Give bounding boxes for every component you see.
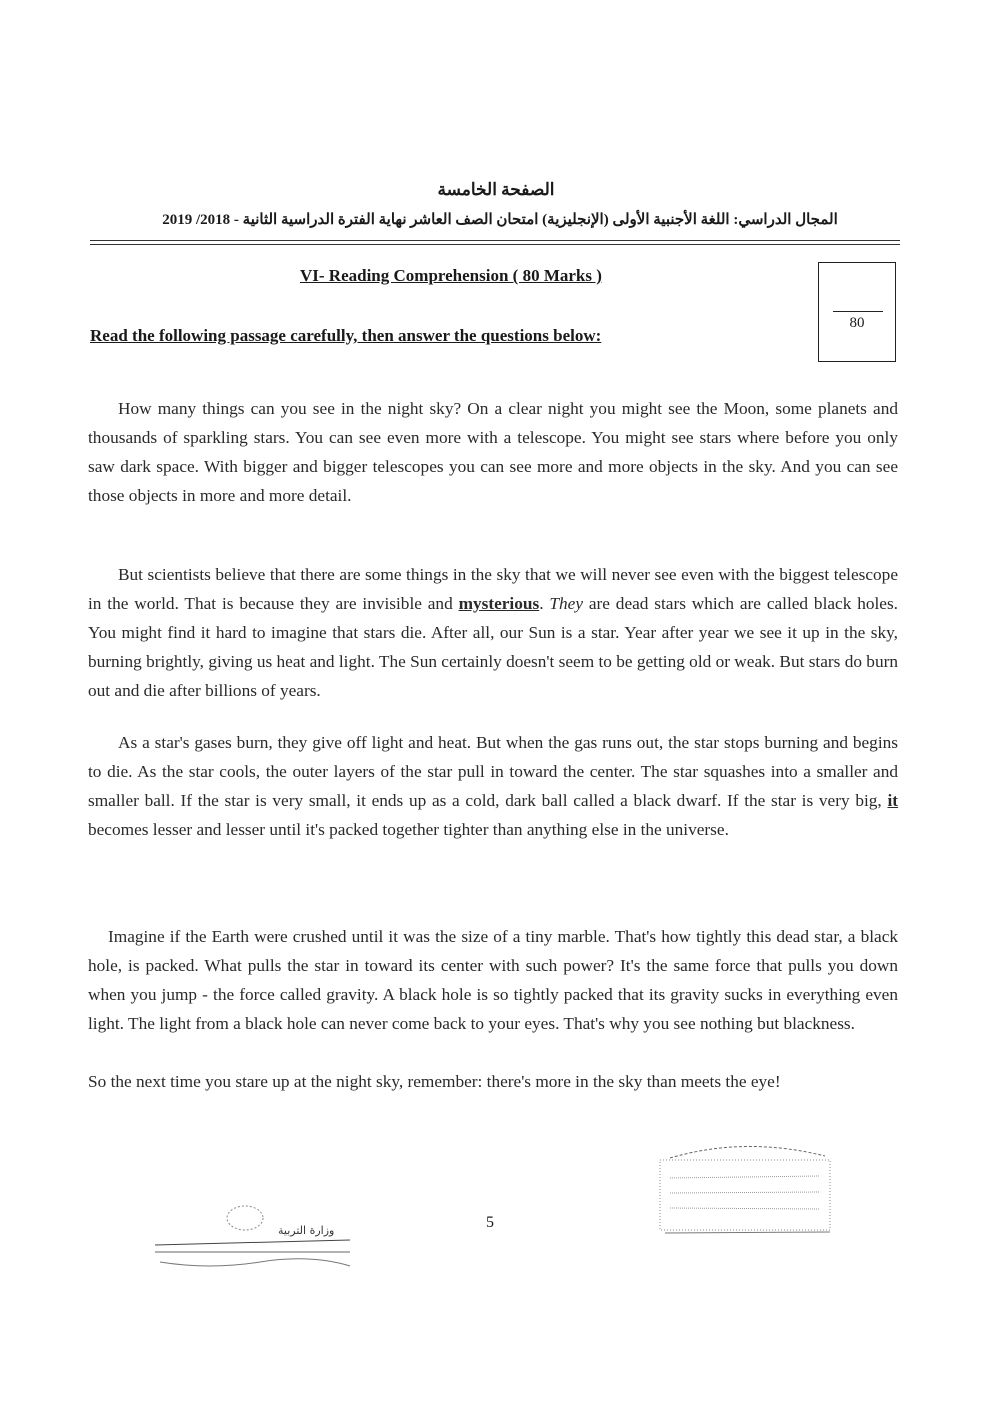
marks-divider	[833, 311, 883, 312]
passage-text: .	[539, 594, 544, 613]
passage-paragraph-3	[88, 728, 898, 844]
official-stamp-graphic	[650, 1138, 840, 1238]
passage-text: becomes lesser and lesser until it's packed together tighter than anything else in the universe.	[88, 820, 729, 839]
page-label: الصفحة الخامسة	[437, 180, 555, 199]
header-divider-2	[90, 244, 900, 245]
passage-text: But scientists believe that there are some things in the sky that we will never see even with the biggest telescope in the world. That is because they are invisible and	[88, 565, 898, 613]
official-stamp	[650, 1138, 840, 1238]
header-divider	[90, 240, 900, 241]
keyword-mysterious: mysterious	[458, 594, 540, 613]
section-title: VI- Reading Comprehension ( 80 Marks )	[300, 266, 602, 285]
marks-total: 80	[849, 315, 865, 331]
marks-box	[818, 262, 896, 362]
page-number: 5	[486, 1214, 494, 1231]
passage-paragraph-2	[88, 560, 898, 705]
passage-text: are dead stars which are called black holes. You might find it hard to imagine that stars die. After all, our Sun is a star. Year after year we see it up in the sky, burning brightly, giving us heat and light. The Sun certainly doesn't seem to be getting old or weak. But stars do burn out and die after billions of years.	[88, 594, 898, 700]
instruction-text: Read the following passage carefully, then answer the questions below:	[90, 326, 602, 345]
keyword-it: it	[887, 791, 898, 810]
passage-paragraph-1: How many things can you see in the night sky? On a clear night you might see the Moon, some planets and thousands of sparkling stars. You can see even more with a telescope. You might see stars where before you only saw dark space. With bigger and bigger telescopes you can see more and more objects in the sky. And you can see those objects in more and more detail.	[88, 399, 898, 505]
pronoun-they: They	[549, 594, 583, 613]
ministry-stamp	[150, 1200, 360, 1280]
ministry-label: وزارة التربية	[278, 1224, 335, 1237]
subject-line: المجال الدراسي: اللغة الأجنبية الأولى (الإنجليزية) امتحان الصف العاشر نهاية الفترة الدراسية الثانية - 2018/ 2019	[162, 212, 838, 228]
passage-text: As a star's gases burn, they give off light and heat. But when the gas runs out, the star stops burning and begins to die. As the star cools, the outer layers of the star pull in toward the center. The star squashes into a smaller and smaller ball. If the star is very small, it ends up as a cold, dark ball called a black dwarf. If the star is very big,	[88, 733, 898, 810]
passage-paragraph-5: So the next time you stare up at the night sky, remember: there's more in the sky than meets the eye!	[88, 1072, 781, 1091]
passage-paragraph-4: Imagine if the Earth were crushed until it was the size of a tiny marble. That's how tightly this dead star, a black hole, is packed. What pulls the star in toward its center with such power? It's the same force that pulls you down when you jump - the force called gravity. A black hole is so tightly packed that its gravity sucks in everything even light. The light from a black hole can never come back to your eyes. That's why you see nothing but blackness.	[88, 927, 898, 1033]
ministry-stamp-graphic	[150, 1200, 360, 1280]
